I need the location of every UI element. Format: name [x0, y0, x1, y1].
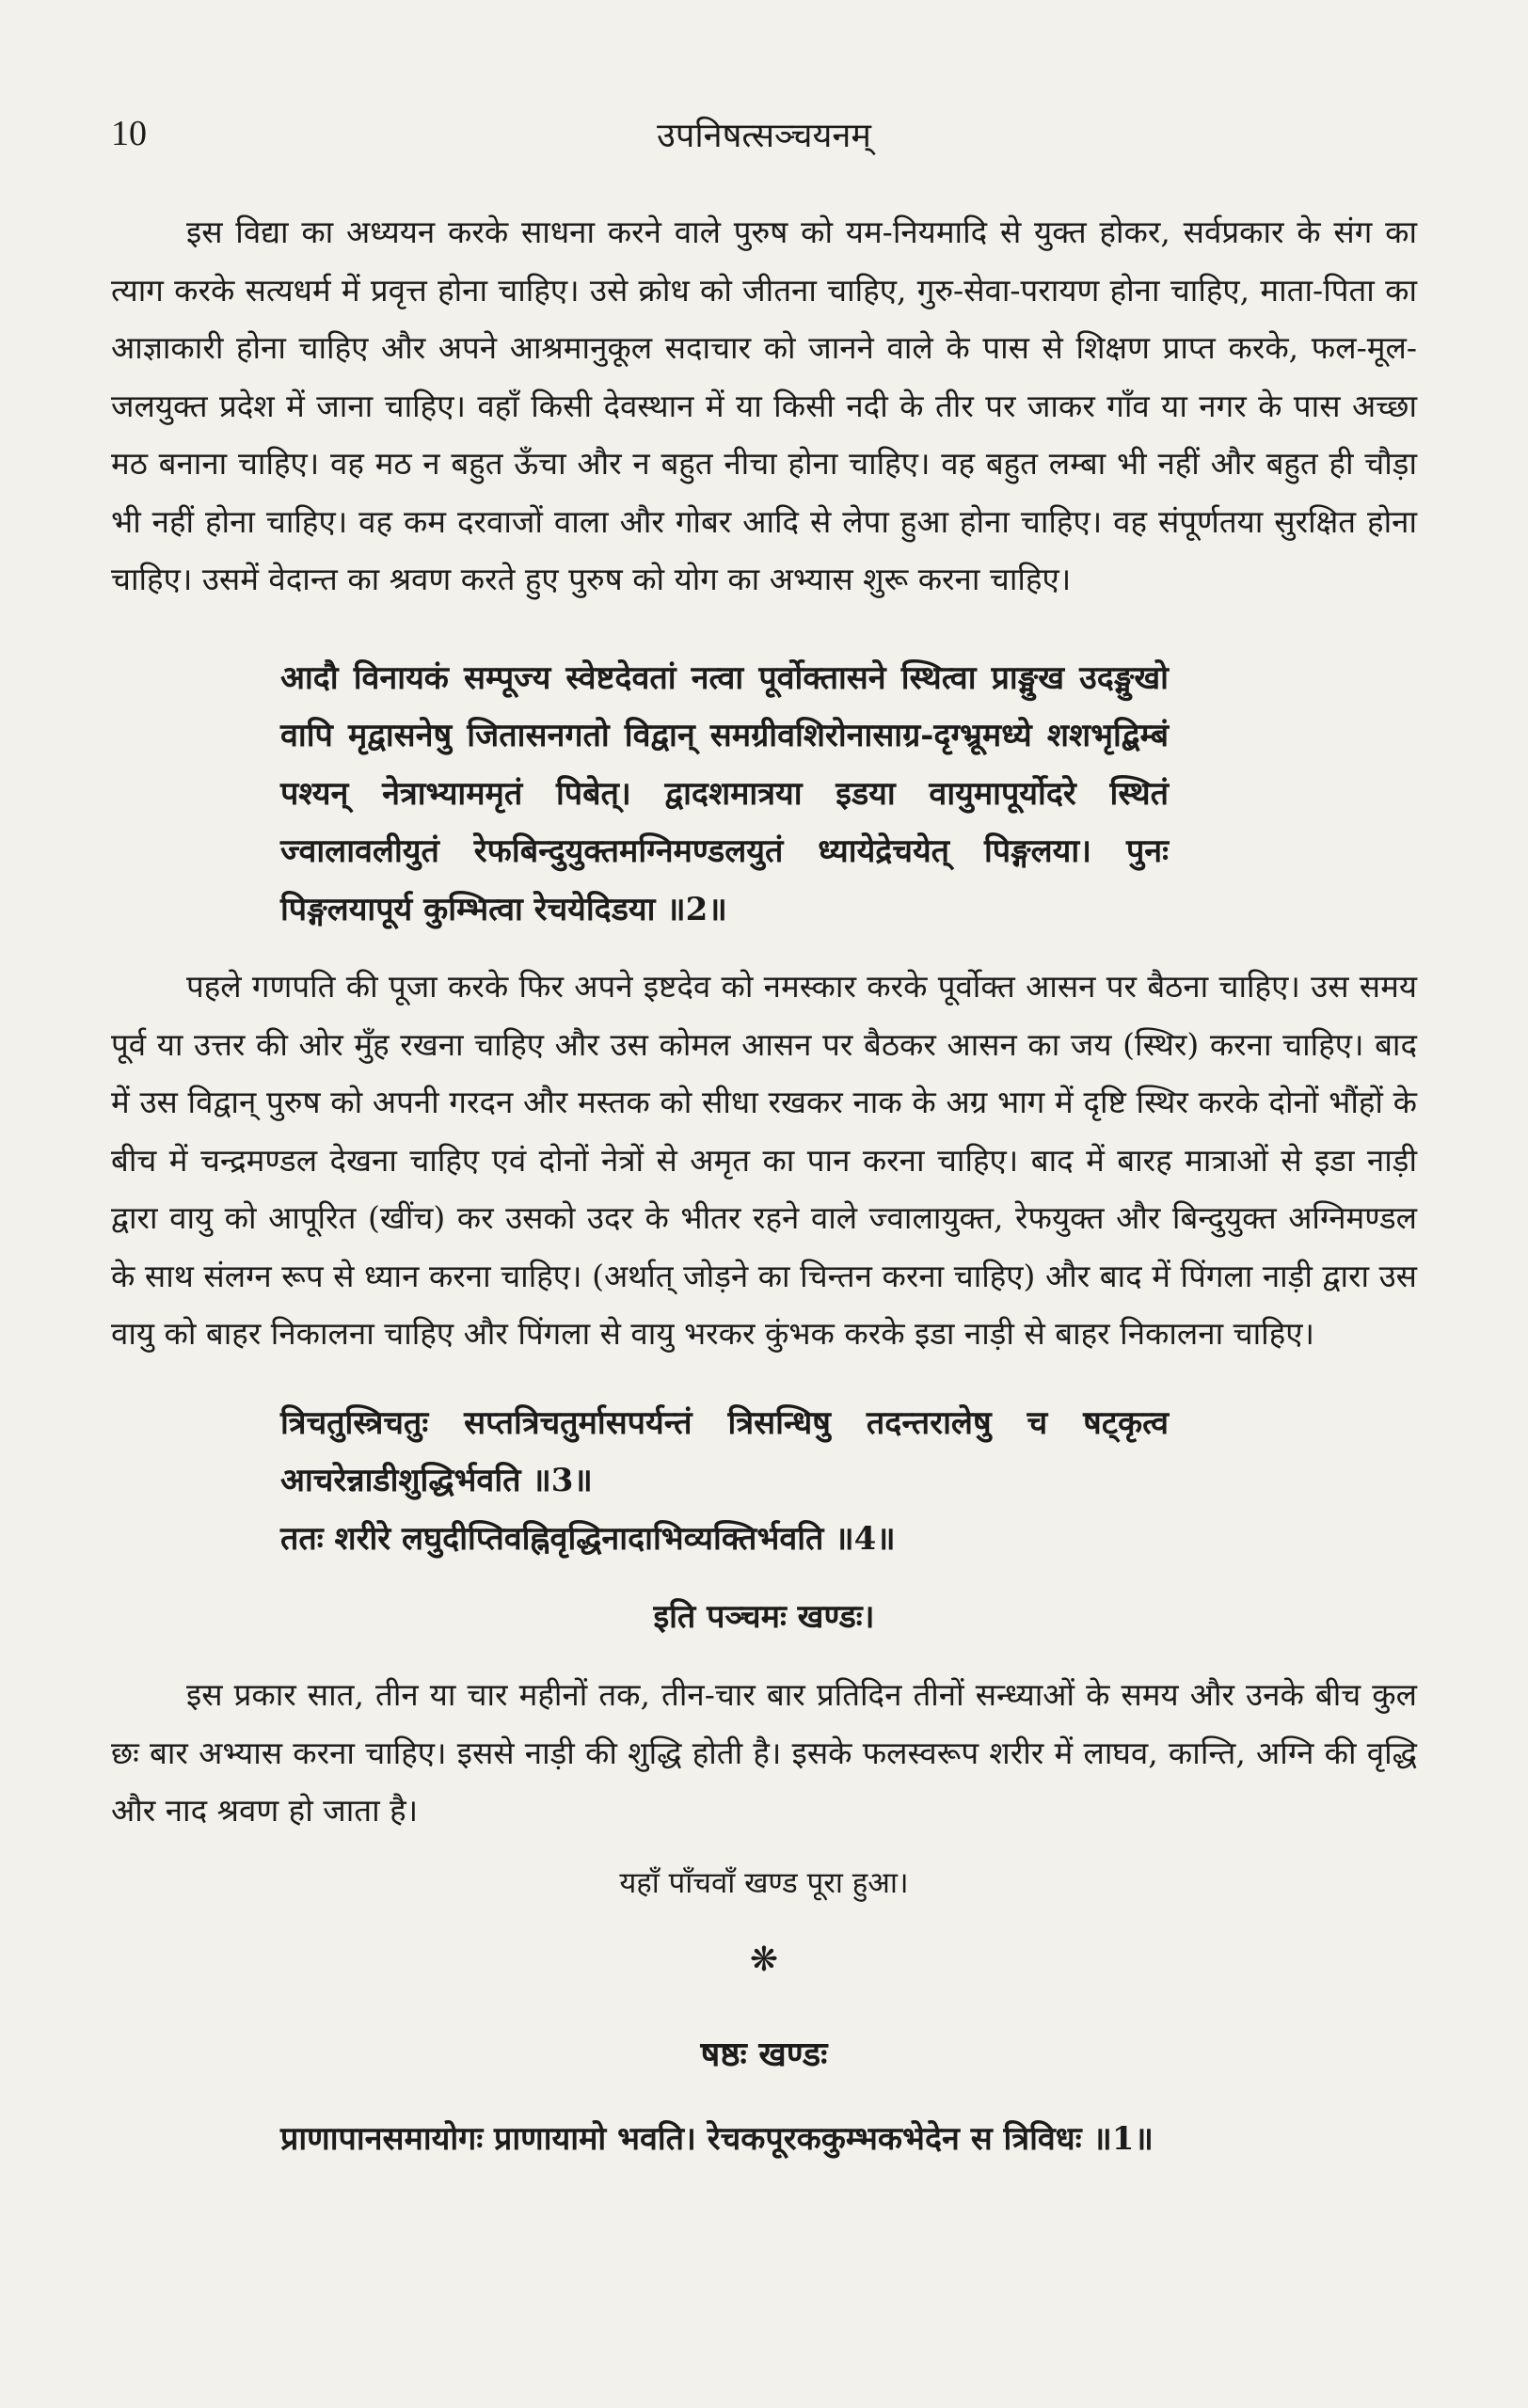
verse-4: ततः शरीरे लघुदीप्तिवह्निवृद्धिनादाभिव्यक्तिर्भवति ॥4॥ [280, 1519, 896, 1558]
page-number: 10 [111, 114, 147, 153]
ornament-divider: ❋ [749, 1940, 779, 1979]
section-heading: षष्ठः खण्डः [700, 2034, 828, 2074]
section-end-hindi: यहाँ पाँचवाँ खण्ड पूरा हुआ। [619, 1865, 909, 1900]
section-end-sanskrit: इति पञ्चमः खण्डः। [653, 1598, 875, 1636]
running-title: उपनिषत्सञ्चयनम् [657, 117, 871, 155]
paragraph-2: पहले गणपति की पूजा करके फिर अपने इष्टदेव को नमस्कार करके पूर्वोक्त आसन पर बैठना चाहिए। उस समय पूर्व या उत्तर की ओर मुँह रखना चाहिए और उस कोमल आसन पर बैठकर आसन का जय (स्थिर) करना चाहिए। बाद में उस विद्वान् पुरुष को अपनी गरदन और मस्तक को सीधा रखकर नाक के अग्र भाग में दृष्टि स्थिर करके दोनों भौंहों के बीच में चन्द्रमण्डल देखना चाहिए एवं दोनों नेत्रों से अमृत का पान करना चाहिए। बाद में बारह मात्राओं से इडा नाड़ी द्वारा वायु को आपूरित (खींच) कर उसको उदर के भीतर रहने वाले ज्वालायुक्त, रेफयुक्त और बिन्दुयुक्त अग्निमण्डल के साथ संलग्न रूप से ध्यान करना चाहिए। (अर्थात् जोड़ने का चिन्तन करना चाहिए) और बाद में पिंगला नाड़ी द्वारा उस वायु को बाहर निकालना चाहिए और पिंगला से वायु भरकर कुंभक करके इडा नाड़ी से बाहर निकालना चाहिए। [111, 968, 1417, 1352]
page-header [111, 103, 1417, 169]
paragraph-3: इस प्रकार सात, तीन या चार महीनों तक, तीन-चार बार प्रतिदिन तीनों सन्ध्याओं के समय और उनके बीच कुल छः बार अभ्यास करना चाहिए। इससे नाड़ी की शुद्धि होती है। इसके फलस्वरूप शरीर में लाघव, कान्ति, अग्नि की वृद्धि और नाद श्रवण हो जाता है। [111, 1676, 1417, 1829]
verse-6-1: प्राणापानसमायोगः प्राणायामो भवति। रेचकपूरककुम्भकभेदेन स त्रिविधः ॥1॥ [280, 2119, 1154, 2158]
verse-3: त्रिचतुस्त्रिचतुः सप्तत्रिचतुर्मासपर्यन्तं त्रिसन्धिषु तदन्तरालेषु च षट्कृत्व आचरेन्नाडीशुद्धिर्भवति ॥3॥ [280, 1403, 1169, 1499]
paragraph-1: इस विद्या का अध्ययन करके साधना करने वाले पुरुष को यम-नियमादि से युक्त होकर, सर्वप्रकार के संग का त्याग करके सत्यधर्म में प्रवृत्त होना चाहिए। उसे क्रोध को जीतना चाहिए, गुरु-सेवा-परायण होना चाहिए, माता-पिता का आज्ञाकारी होना चाहिए और अपने आश्रमानुकूल सदाचार को जानने वाले के पास से शिक्षण प्राप्त करके, फल-मूल-जलयुक्त प्रदेश में जाना चाहिए। वहाँ किसी देवस्थान में या किसी नदी के तीर पर जाकर गाँव या नगर के पास अच्छा मठ बनाना चाहिए। वह मठ न बहुत ऊँचा और न बहुत नीचा होना चाहिए। वह बहुत लम्बा भी नहीं और बहुत ही चौड़ा भी नहीं होना चाहिए। वह कम दरवाजों वाला और गोबर आदि से लेपा हुआ होना चाहिए। वह संपूर्णतया सुरक्षित होना चाहिए। उसमें वेदान्त का श्रवण करते हुए पुरुष को योग का अभ्यास शुरू करना चाहिए। [111, 214, 1417, 597]
verse-2: आदौ विनायकं सम्पूज्य स्वेष्टदेवतां नत्वा पूर्वोक्तासने स्थित्वा प्राङ्मुख उदङ्मुखो वापि मृद्वासनेषु जितासनगतो विद्वान् समग्रीवशिरोनासाग्र-दृग्भ्रूमध्ये शशभृद्बिम्बं पश्यन् नेत्राभ्याममृतं पिबेत्। द्वादशमात्रया इडया वायुमापूर्योदरे स्थितं ज्वालावलीयुतं रेफबिन्दुयुक्तमग्निमण्डलयुतं ध्यायेद्रेचयेत् पिङ्गलया। पुनः पिङ्गलयापूर्य कुम्भित्वा रेचयेदिडया ॥2॥ [280, 658, 1169, 928]
